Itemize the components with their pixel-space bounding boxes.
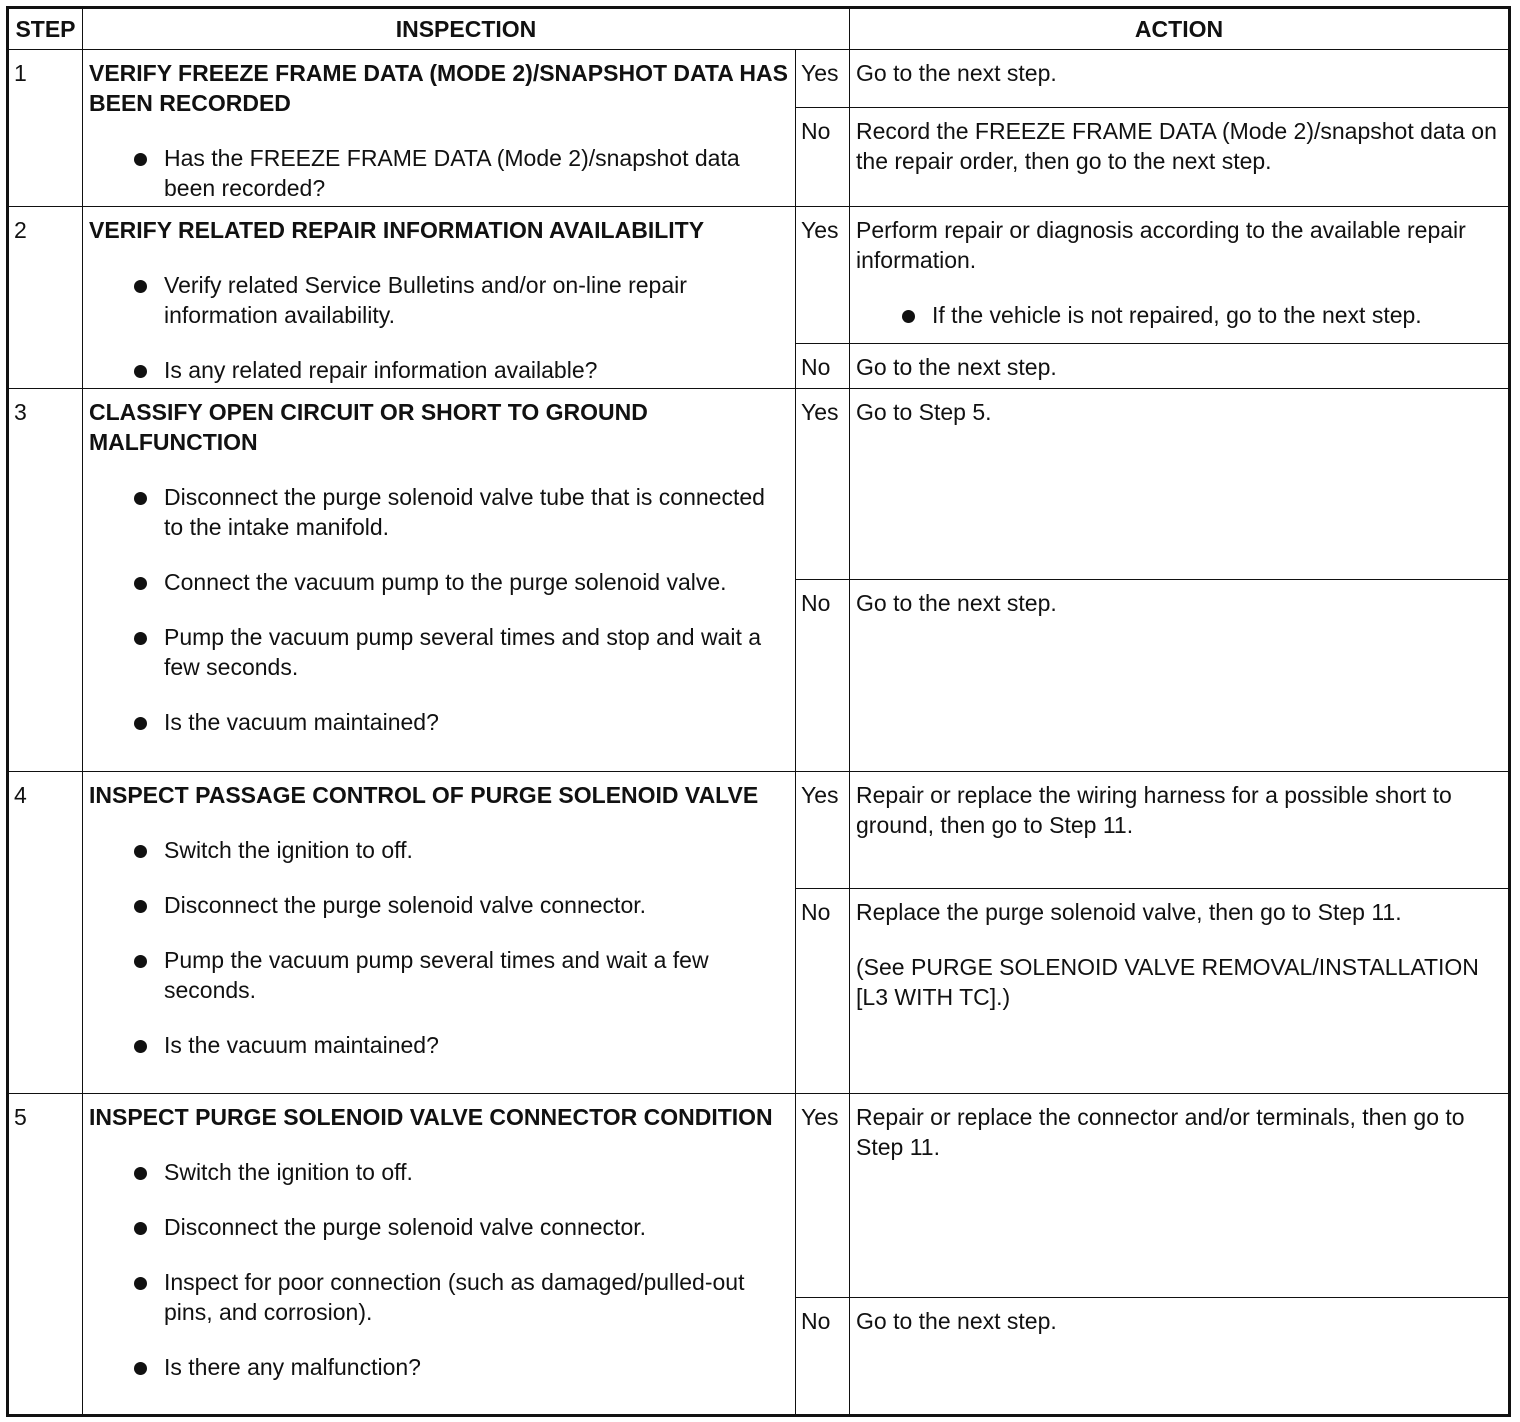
no-label: No [796,1298,850,1416]
inspection-title: CLASSIFY OPEN CIRCUIT OR SHORT TO GROUND MALFUNCTION [89,399,648,455]
reference-note: (See PURGE SOLENOID VALVE REMOVAL/INSTALLATION [L3 WITH TC].) [856,954,1479,1010]
yes-action [850,207,1510,344]
inspection-bullet: Disconnect the purge solenoid valve connector. [89,1212,789,1242]
yes-label: Yes [796,389,850,580]
action-text: Go to the next step. [856,354,1057,380]
action-text: Repair or replace the connector and/or terminals, then go to Step 11. [856,1104,1465,1160]
inspection-bullet: Switch the ignition to off. [89,835,789,865]
action-text: Go to the next step. [856,590,1057,616]
inspection-bullet: Has the FREEZE FRAME DATA (Mode 2)/snapshot data been recorded? [89,143,789,203]
header-action: ACTION [850,8,1510,50]
no-label: No [796,108,850,207]
header-step: STEP [8,8,83,50]
yes-label: Yes [796,207,850,344]
yes-action [850,1094,1510,1298]
inspection-bullet: Inspect for poor connection (such as damaged/pulled-out pins, and corrosion). [89,1267,789,1327]
action-text: Replace the purge solenoid valve, then go to Step 11. [856,899,1402,925]
step-2-yes-row [8,207,1510,344]
action-text: Record the FREEZE FRAME DATA (Mode 2)/snapshot data on the repair order, then go to the next step. [856,118,1497,174]
inspection-cell [83,1094,796,1416]
no-label: No [796,344,850,389]
step-number: 1 [8,50,83,207]
inspection-bullet: Pump the vacuum pump several times and wait a few seconds. [89,945,789,1005]
inspection-title: VERIFY RELATED REPAIR INFORMATION AVAILABILITY [89,217,705,243]
yes-label: Yes [796,50,850,108]
step-number: 3 [8,389,83,772]
yes-action [850,772,1510,889]
no-action [850,108,1510,207]
yes-label: Yes [796,772,850,889]
action-text: Repair or replace the wiring harness for a possible short to ground, then go to Step 11. [856,782,1452,838]
action-text: Go to Step 5. [856,399,992,425]
step-5-yes-row [8,1094,1510,1298]
no-action [850,344,1510,389]
header-inspection: INSPECTION [83,8,850,50]
inspection-cell [83,389,796,772]
step-number: 5 [8,1094,83,1416]
inspection-bullet: Switch the ignition to off. [89,1157,789,1187]
inspection-bullet: Is there any malfunction? [89,1352,789,1382]
yes-action [850,50,1510,108]
action-bullet: If the vehicle is not repaired, go to the next step. [856,300,1502,330]
inspection-bullet: Disconnect the purge solenoid valve tube that is connected to the intake manifold. [89,482,789,542]
step-3-yes-row [8,389,1510,580]
step-number: 2 [8,207,83,389]
no-label: No [796,580,850,772]
diagnostic-procedure-table [6,6,1511,1417]
inspection-bullet: Is the vacuum maintained? [89,1030,789,1060]
action-text: Go to the next step. [856,1308,1057,1334]
inspection-cell [83,772,796,1094]
action-text: Perform repair or diagnosis according to the available repair information. [856,217,1466,273]
inspection-bullet: Is the vacuum maintained? [89,707,789,737]
inspection-bullet: Connect the vacuum pump to the purge solenoid valve. [89,567,789,597]
yes-action [850,389,1510,580]
header-row [8,8,1510,50]
action-text: Go to the next step. [856,60,1057,86]
inspection-bullet: Verify related Service Bulletins and/or on-line repair information availability. [89,270,789,330]
inspection-cell [83,207,796,389]
inspection-bullet: Is any related repair information available? [89,355,789,385]
no-action [850,889,1510,1094]
no-action [850,580,1510,772]
inspection-bullet: Pump the vacuum pump several times and stop and wait a few seconds. [89,622,789,682]
inspection-cell [83,50,796,207]
inspection-title: VERIFY FREEZE FRAME DATA (MODE 2)/SNAPSHOT DATA HAS BEEN RECORDED [89,60,788,116]
no-label: No [796,889,850,1094]
yes-label: Yes [796,1094,850,1298]
step-1-yes-row [8,50,1510,108]
step-number: 4 [8,772,83,1094]
inspection-bullet: Disconnect the purge solenoid valve connector. [89,890,789,920]
step-4-yes-row [8,772,1510,889]
inspection-title: INSPECT PURGE SOLENOID VALVE CONNECTOR CONDITION [89,1104,773,1130]
inspection-title: INSPECT PASSAGE CONTROL OF PURGE SOLENOID VALVE [89,782,759,808]
no-action [850,1298,1510,1416]
